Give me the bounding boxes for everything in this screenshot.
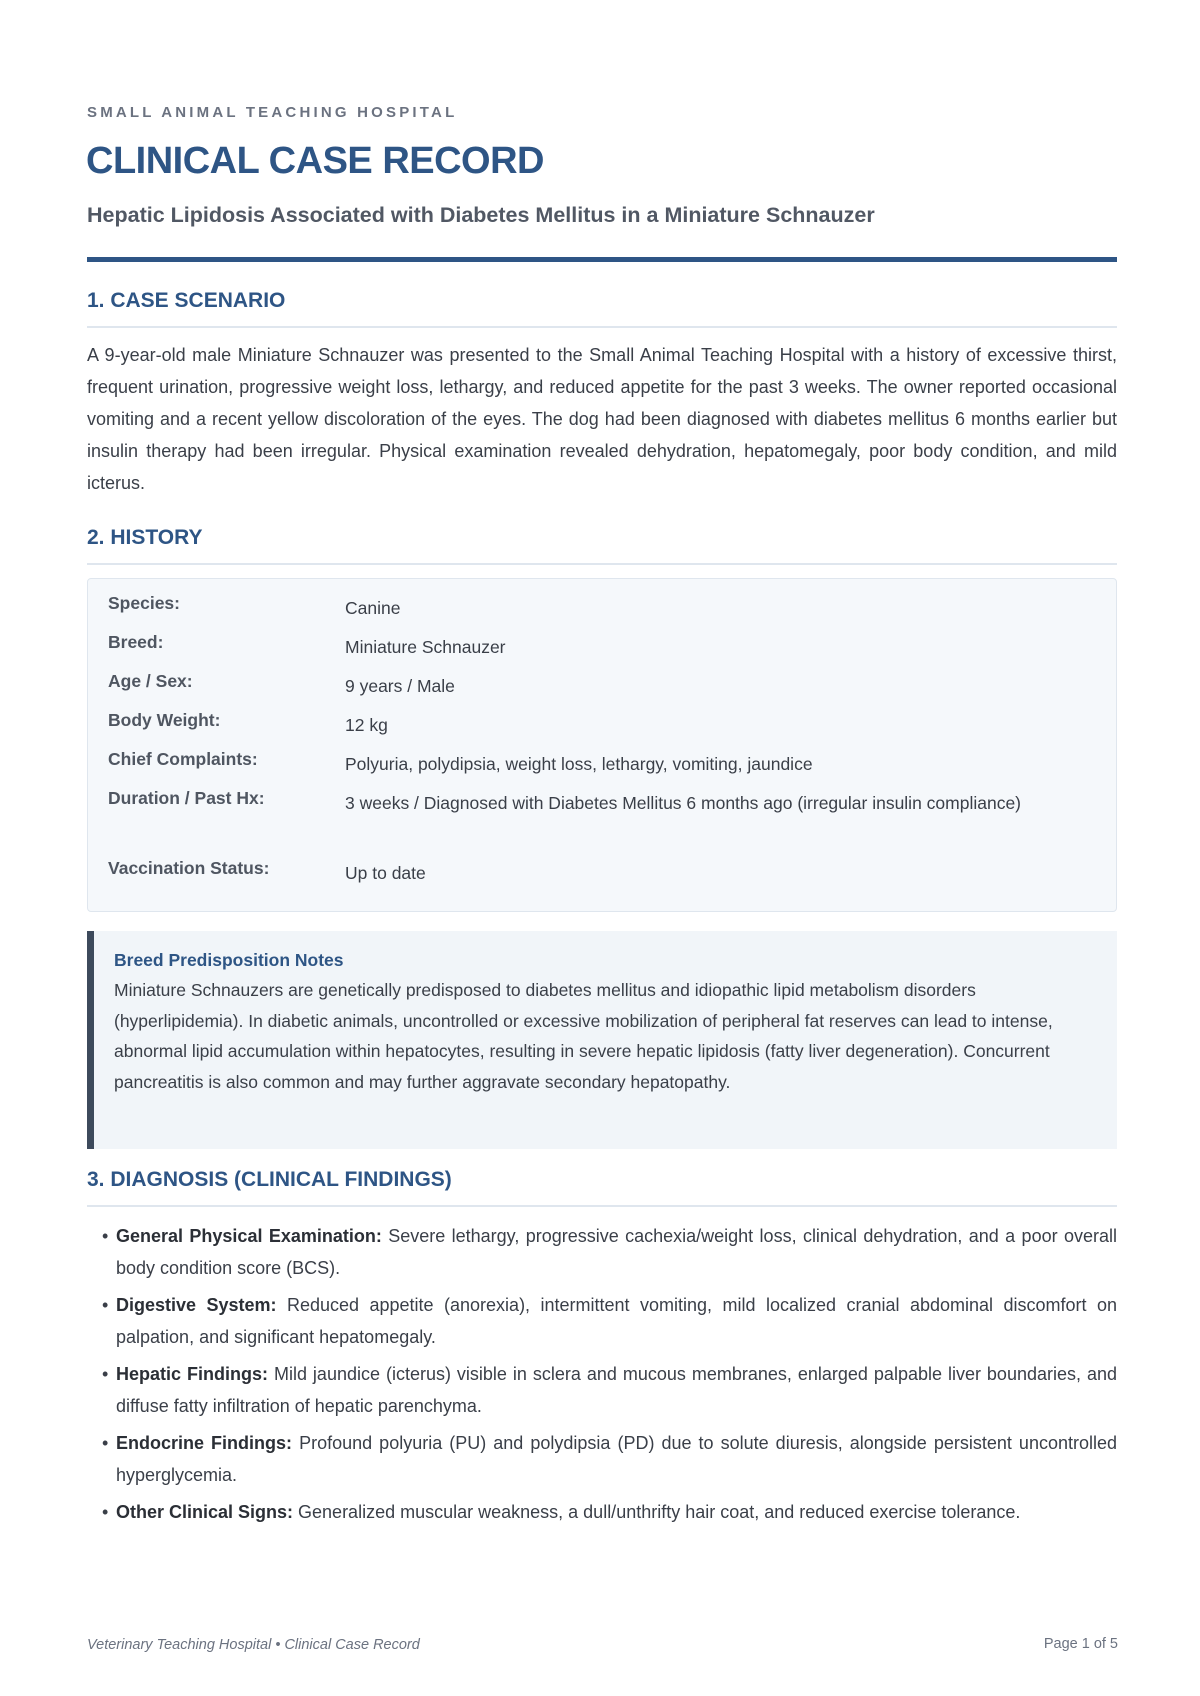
finding-text: Reduced appetite (anorexia), intermittent vomiting, mild localized cranial abdominal discomfort on palpation, and significant hepatomegaly. xyxy=(116,1295,1117,1347)
history-table xyxy=(87,578,1117,912)
history-label: Body Weight: xyxy=(108,710,221,730)
section-title-case-scenario: 1. CASE SCENARIO xyxy=(87,289,286,312)
bullet-icon: • xyxy=(102,1226,109,1246)
finding-item xyxy=(102,1220,1117,1284)
finding-item xyxy=(102,1496,1117,1528)
finding-text: Profound polyuria (PU) and polydipsia (PD) due to solute diuresis, alongside persistent uncontrolled hyperglycemia. xyxy=(116,1433,1117,1485)
history-value: 3 weeks / Diagnosed with Diabetes Mellitus 6 months ago (irregular insulin compliance) xyxy=(345,793,1022,813)
history-value: Up to date xyxy=(345,863,426,883)
section-title-history: 2. HISTORY xyxy=(87,526,203,549)
hospital-name: SMALL ANIMAL TEACHING HOSPITAL xyxy=(87,104,458,121)
finding-label: Digestive System: xyxy=(116,1295,277,1315)
finding-text: Severe lethargy, progressive cachexia/weight loss, clinical dehydration, and a poor overall body condition score (BCS). xyxy=(116,1226,1117,1278)
note-title: Breed Predisposition Notes xyxy=(114,950,344,970)
note-text: Miniature Schnauzers are genetically predisposed to diabetes mellitus and idiopathic lipid metabolism disorders (hyperlipidemia). In diabetic animals, uncontrolled or excessive mobilization of peripheral fat reserves can lead to intense, abnormal lipid accumulation within hepatocytes, resulting in severe hepatic lipidosis (fatty liver degeneration). Concurrent pancreatitis is also common and may further aggravate secondary hepatopathy. xyxy=(114,980,1053,1092)
finding-label: Hepatic Findings: xyxy=(116,1364,268,1384)
finding-item xyxy=(102,1427,1117,1491)
history-value: Polyuria, polydipsia, weight loss, lethargy, vomiting, jaundice xyxy=(345,754,813,774)
finding-label: Other Clinical Signs: xyxy=(116,1502,294,1522)
history-value: Miniature Schnauzer xyxy=(345,637,506,657)
finding-item xyxy=(102,1289,1117,1353)
bullet-icon: • xyxy=(102,1502,109,1522)
document-subtitle: Hepatic Lipidosis Associated with Diabetes Mellitus in a Miniature Schnauzer xyxy=(87,203,875,227)
history-label: Chief Complaints: xyxy=(108,749,258,769)
history-value: Canine xyxy=(345,598,401,618)
header-divider xyxy=(87,257,1117,262)
history-value: 12 kg xyxy=(345,715,388,735)
bullet-icon: • xyxy=(102,1364,109,1384)
finding-text: Generalized muscular weakness, a dull/unthrifty hair coat, and reduced exercise tolerance. xyxy=(293,1502,1021,1522)
finding-label: General Physical Examination: xyxy=(116,1226,382,1246)
section-divider xyxy=(87,1205,1117,1207)
bullet-icon: • xyxy=(102,1295,109,1315)
history-label: Vaccination Status: xyxy=(108,858,270,878)
finding-label: Endocrine Findings: xyxy=(116,1433,293,1453)
history-label: Duration / Past Hx: xyxy=(108,788,265,808)
finding-text: Mild jaundice (icterus) visible in sclera and mucous membranes, enlarged palpable liver boundaries, and diffuse fatty infiltration of hepatic parenchyma. xyxy=(116,1364,1117,1416)
footer-text: Veterinary Teaching Hospital • Clinical Case Record xyxy=(87,1637,420,1653)
breed-predisposition-note xyxy=(87,931,1117,1149)
page-number: Page 1 of 5 xyxy=(1043,1636,1118,1652)
section-title-diagnosis: 3. DIAGNOSIS (CLINICAL FINDINGS) xyxy=(87,1168,452,1191)
bullet-icon: • xyxy=(102,1433,109,1453)
case-scenario-text: A 9-year-old male Miniature Schnauzer was presented to the Small Animal Teaching Hospital with a history of excessive thirst, frequent urination, progressive weight loss, lethargy, and reduced appetite for the past 3 weeks. The owner reported occasional vomiting and a recent yellow discoloration of the eyes. The dog had been diagnosed with diabetes mellitus 6 months earlier but insulin therapy had been irregular. Physical examination revealed dehydration, hepatomegaly, poor body condition, and mild icterus. xyxy=(87,345,1117,493)
finding-item xyxy=(102,1358,1117,1422)
section-divider xyxy=(87,326,1117,328)
clinical-findings-list xyxy=(102,1220,1117,1533)
history-label: Species: xyxy=(108,593,180,613)
document-title: CLINICAL CASE RECORD xyxy=(86,140,544,182)
history-value: 9 years / Male xyxy=(345,676,455,696)
history-label: Breed: xyxy=(108,632,164,652)
section-divider xyxy=(87,563,1117,565)
history-label: Age / Sex: xyxy=(108,671,193,691)
